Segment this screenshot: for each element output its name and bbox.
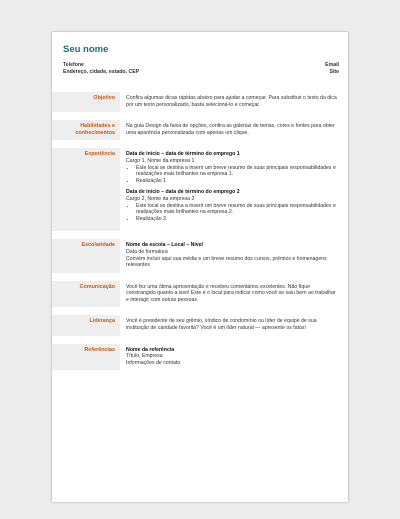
resume-page: [52, 32, 348, 502]
phone-field[interactable]: Telefone: [63, 62, 84, 68]
job-bullets: [126, 165, 338, 185]
section-content: [120, 344, 348, 371]
section-label: Comunicação: [52, 281, 120, 308]
section-content: [120, 239, 348, 272]
job-title[interactable]: Cargo 1, Nome da empresa 1: [126, 157, 195, 164]
section-label: Escolaridade: [52, 239, 120, 272]
section-experience: [52, 148, 348, 231]
resume-sections: [52, 92, 348, 378]
section-label: Liderança: [52, 315, 120, 335]
section-label: Referências: [52, 344, 120, 371]
list-item[interactable]: • Realização 2: [136, 216, 338, 223]
section-content: [120, 148, 348, 231]
list-item[interactable]: • Este local se destina a inserir um breve resumo de suas principais responsabilidades e realizações mais brilhantes na empresa 1.: [136, 165, 338, 178]
job-entry: [126, 189, 338, 222]
reference-title[interactable]: Título, Empresa: [126, 353, 163, 360]
section-skills: [52, 120, 348, 140]
contact-right: [325, 62, 339, 76]
resume-name[interactable]: Seu nome: [63, 44, 109, 55]
section-content[interactable]: Você fez uma ótima apresentação e recebeu comentários excelentes. Não fique constrangido quanto a isso! Este é o local para indicar como você se saiu bem ao trabalhar e interagir com outras pessoas.: [126, 283, 336, 303]
section-objective: [52, 92, 348, 112]
education-text[interactable]: Convém incluir aqui sua média e um breve resumo dos cursos, prêmios e homenagens relevantes: [126, 255, 327, 269]
reference-name[interactable]: Nome da referência: [126, 346, 175, 353]
section-content[interactable]: Você é presidente de seu grêmio, síndico de condomínio ou líder de equipe de sua instituição de caridade favorita? Você é um líder natural — apresente os fatos!: [126, 318, 317, 332]
section-content[interactable]: Confira algumas dicas rápidas abaixo para ajudar a começar. Para substituir o texto da dica por um texto personalizado, basta selecioná-lo e começar.: [126, 95, 337, 108]
section-education: [52, 239, 348, 272]
reference-contact[interactable]: Informações de contato: [126, 359, 181, 366]
section-content[interactable]: Na guia Design da faixa de opções, confira as galerias de temas, cores e fontes para obter uma aparência personalizada com apenas um clique.: [126, 123, 335, 136]
email-field[interactable]: Email: [325, 62, 339, 68]
section-label: Habilidades e conhecimentos: [52, 120, 120, 140]
job-title[interactable]: Cargo 2, Nome da empresa 2: [126, 195, 195, 202]
list-item[interactable]: • Realização 1: [136, 178, 338, 185]
section-label: Objetivo: [52, 92, 120, 112]
contact-left: [63, 62, 139, 76]
job-bullets: [126, 203, 338, 223]
section-leadership: [52, 315, 348, 335]
address-field[interactable]: Endereço, cidade, estado, CEP: [63, 69, 140, 75]
section-communication: [52, 281, 348, 308]
job-dates[interactable]: Data de início – data de término do emprego 1: [126, 151, 240, 158]
graduation-date[interactable]: Data de formatura: [126, 248, 168, 255]
section-references: [52, 344, 348, 371]
job-entry: [126, 151, 338, 184]
section-label: Experiência: [52, 148, 120, 231]
school-name[interactable]: Nome da escola – Local – Nível: [126, 242, 203, 249]
list-item[interactable]: • Este local se destina a inserir um breve resumo de suas principais responsabilidades e realizações mais brilhantes na empresa 2.: [136, 203, 338, 216]
site-field[interactable]: Site: [329, 69, 339, 75]
job-dates[interactable]: Data de início – data de término do emprego 2: [126, 189, 240, 196]
